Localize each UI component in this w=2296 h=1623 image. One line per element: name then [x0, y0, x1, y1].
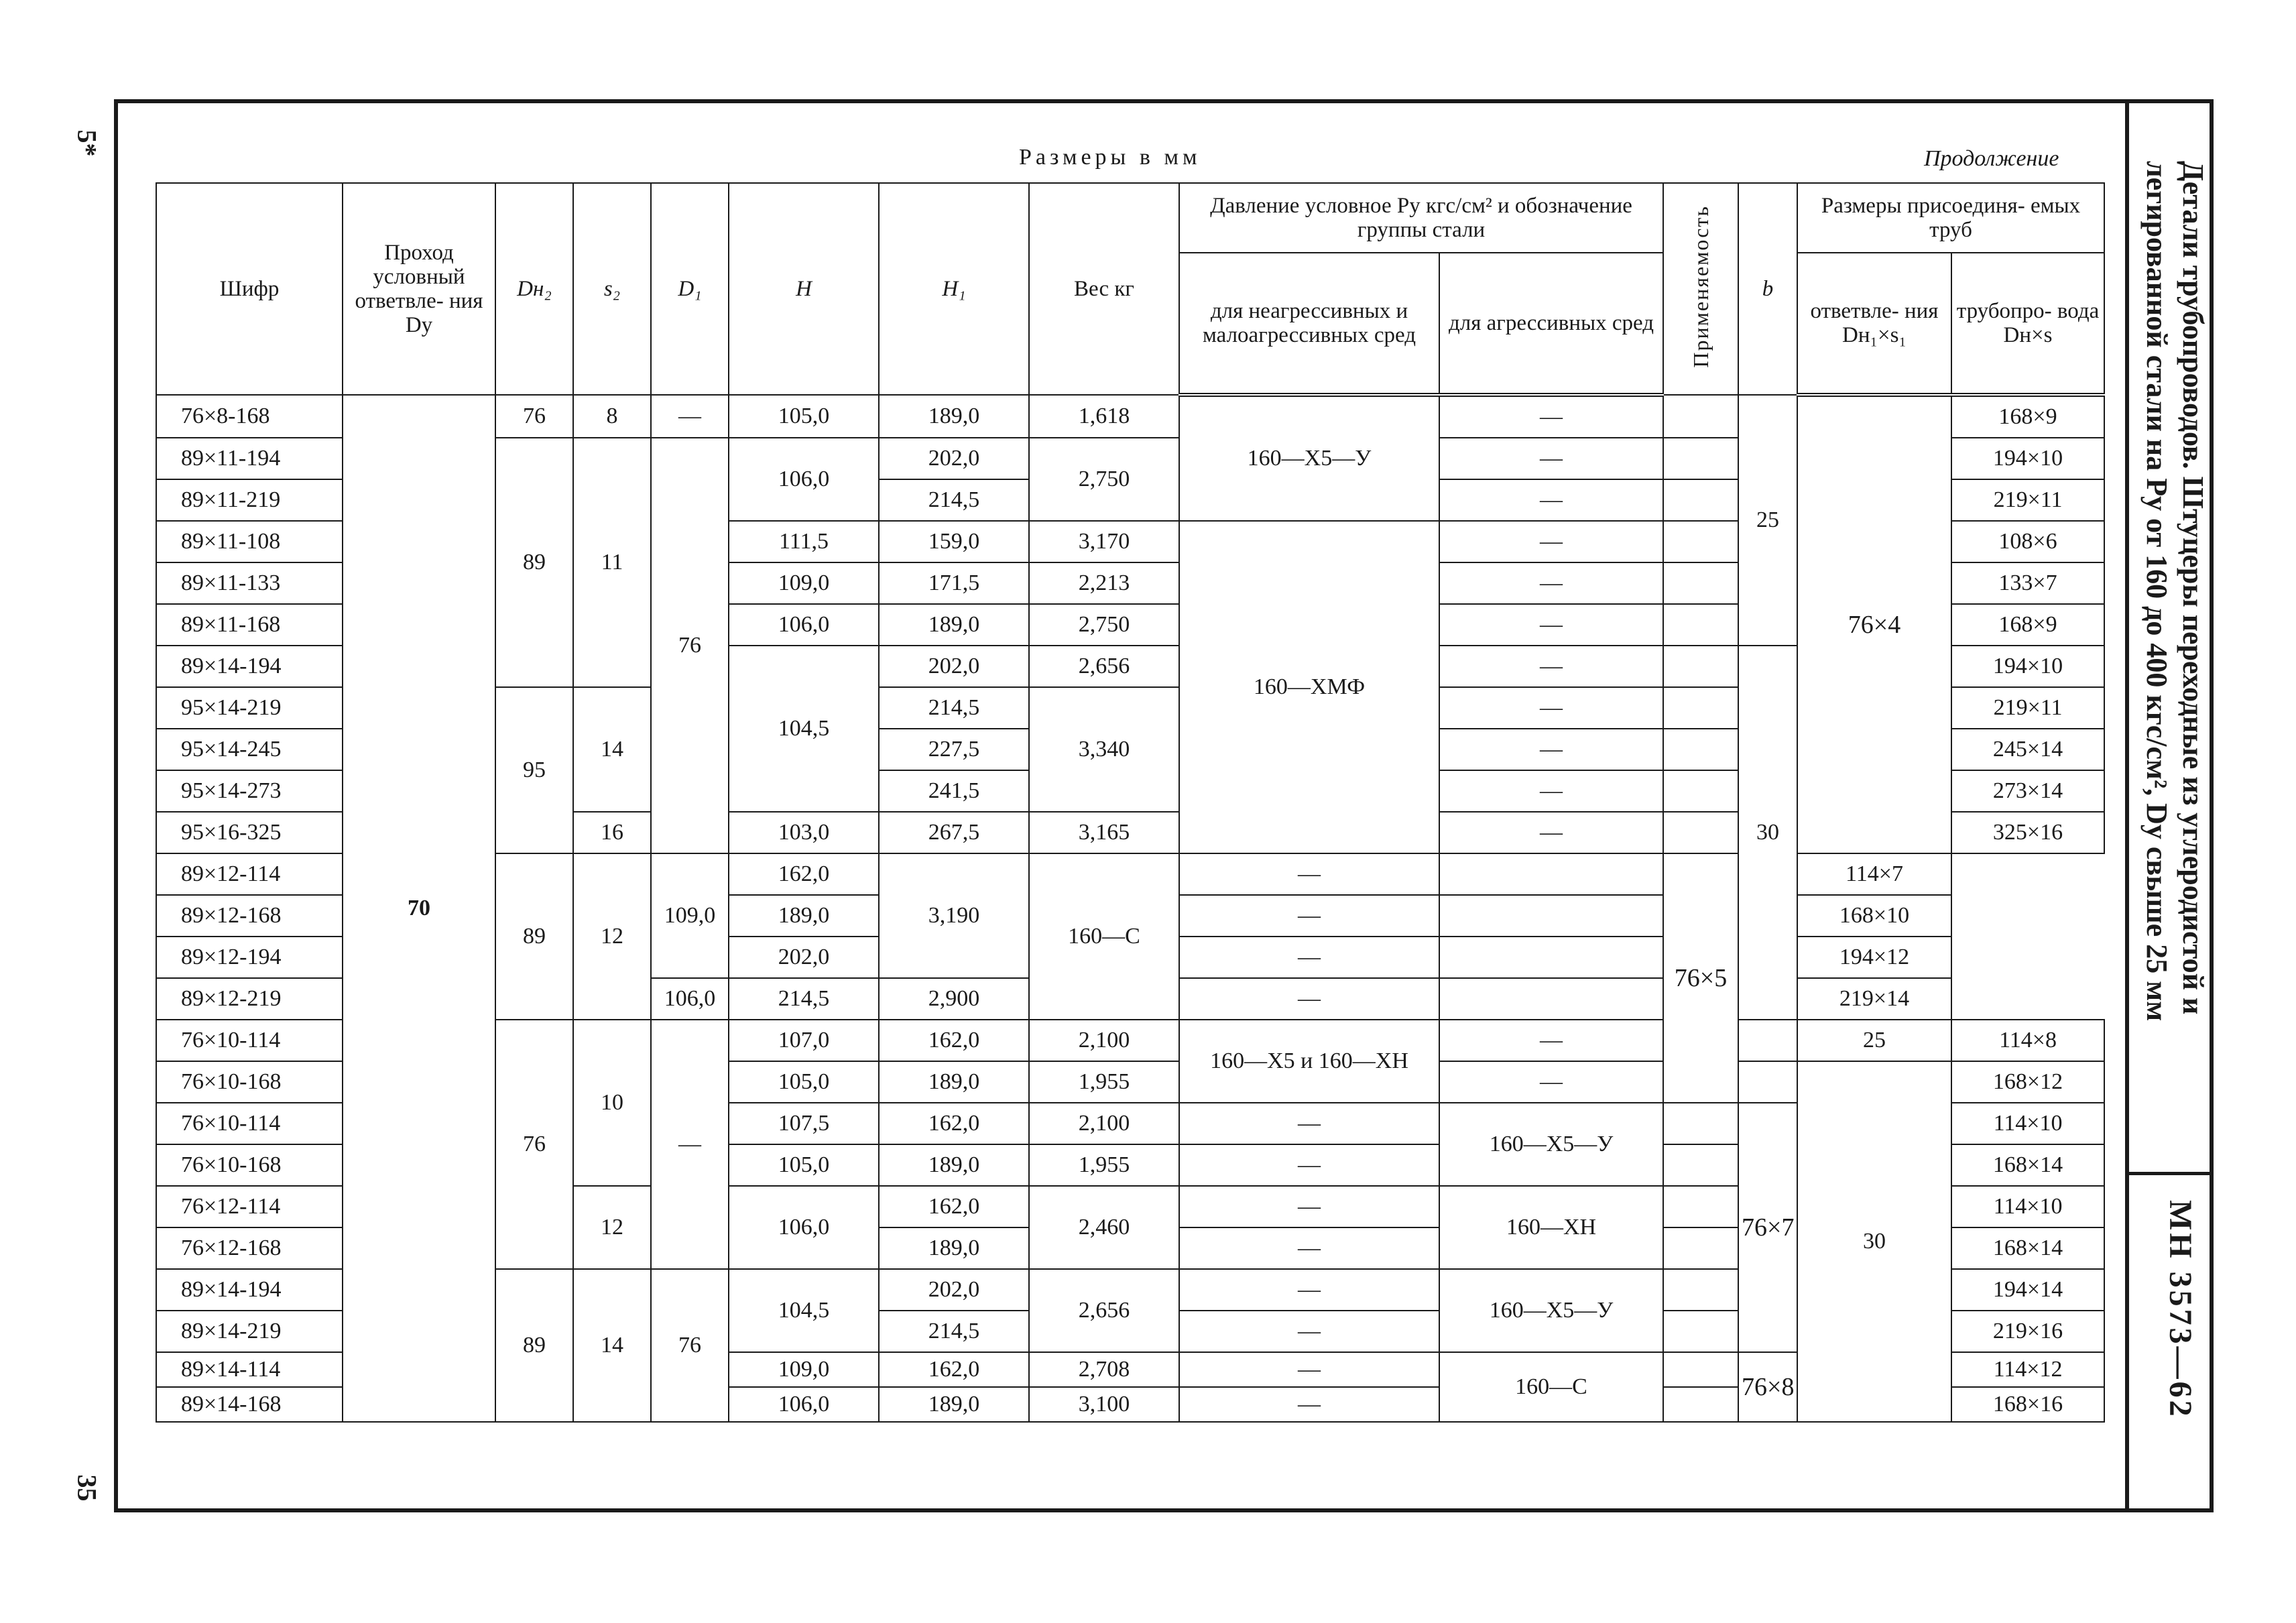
continuation-label: Продолжение [1924, 146, 2059, 171]
code-cell: 76×8-168 [156, 395, 343, 438]
code-cell: 76×12-168 [156, 1227, 343, 1269]
weight-cell: 2,460 [1029, 1186, 1179, 1269]
pipeline-cell: 114×7 [1797, 853, 1951, 895]
h1-cell: 171,5 [879, 562, 1029, 604]
pipeline-cell: 245×14 [1951, 729, 2104, 770]
h-cell: 107,0 [729, 1020, 879, 1061]
applicability-cell [1663, 1103, 1738, 1144]
code-cell: 76×10-114 [156, 1020, 343, 1061]
non-aggressive-cell: — [1179, 1144, 1439, 1186]
code-cell: 95×14-273 [156, 770, 343, 812]
non-aggressive-cell: — [1179, 1269, 1439, 1311]
applicability-cell [1663, 1387, 1738, 1422]
doc-code: МН 3573—62 [2163, 1200, 2198, 1419]
applicability-cell [1439, 895, 1663, 937]
h1-cell: 189,0 [879, 1227, 1029, 1269]
non-aggressive-cell: 160—Х5 и 160—ХН [1179, 1020, 1439, 1103]
h-cell: 105,0 [729, 1144, 879, 1186]
fittings-table [156, 182, 2105, 1423]
code-cell: 89×11-133 [156, 562, 343, 604]
h1-cell: 159,0 [879, 521, 1029, 562]
weight-cell: 2,100 [1029, 1020, 1179, 1061]
aggressive-cell: 160—Х5—У [1439, 1269, 1663, 1352]
code-cell: 95×14-245 [156, 729, 343, 770]
pipeline-cell: 325×16 [1951, 812, 2104, 853]
branch-cell: 76×8 [1738, 1352, 1797, 1422]
h-cell: 103,0 [729, 812, 879, 853]
branch-cell: 76×7 [1738, 1103, 1797, 1352]
applicability-cell [1439, 937, 1663, 978]
h-cell: 105,0 [729, 1061, 879, 1103]
h-cell: 106,0 [729, 1387, 879, 1422]
s2-cell: 10 [573, 1020, 651, 1186]
side-title-box [2137, 161, 2218, 1153]
header-aggressive: для агрессивных сред [1439, 253, 1663, 395]
code-cell: 95×16-325 [156, 812, 343, 853]
h1-cell: 189,0 [879, 604, 1029, 646]
page-number: 35 [72, 1474, 103, 1502]
side-title: Детали трубопроводов. Штуцеры переходные из углеродистой и легированной стали на Pу от 160 до 400 кгс/см², Dу свыше 25 мм [2140, 161, 2210, 1022]
h1-cell: 202,0 [729, 937, 879, 978]
header-s2: s₂ [573, 183, 651, 395]
h-cell: 104,5 [729, 646, 879, 812]
aggressive-cell: — [1439, 479, 1663, 521]
non-aggressive-cell: 160—ХМФ [1179, 521, 1439, 853]
h1-cell: 202,0 [879, 438, 1029, 479]
weight-cell: 3,190 [879, 853, 1029, 978]
dn2-cell: 89 [495, 853, 573, 1020]
h-cell: 104,5 [729, 1269, 879, 1352]
aggressive-cell: — [1439, 1020, 1663, 1061]
applicability-cell [1663, 479, 1738, 521]
aggressive-cell: — [1179, 853, 1439, 895]
code-cell: 89×12-168 [156, 895, 343, 937]
aggressive-cell: 160—С [1439, 1352, 1663, 1422]
pipeline-cell: 168×12 [1951, 1061, 2104, 1103]
applicability-cell [1663, 395, 1738, 438]
pipeline-cell: 219×16 [1951, 1311, 2104, 1352]
non-aggressive-cell: — [1179, 1227, 1439, 1269]
weight-cell: 1,618 [1029, 395, 1179, 438]
applicability-cell [1439, 853, 1663, 895]
h1-cell: 214,5 [879, 687, 1029, 729]
aggressive-cell: — [1439, 729, 1663, 770]
side-divider [2129, 1172, 2210, 1175]
aggressive-cell: — [1439, 604, 1663, 646]
b-cell: 30 [1738, 646, 1797, 1020]
non-aggressive-cell: — [1179, 1186, 1439, 1227]
applicability-cell [1663, 770, 1738, 812]
h1-cell: 214,5 [879, 479, 1029, 521]
applicability-cell [1663, 1352, 1738, 1387]
pipeline-cell: 168×10 [1797, 895, 1951, 937]
header-pressure-group: Давление условное Pу кгс/см² и обозначение группы стали [1179, 183, 1663, 253]
b-cell: 30 [1797, 1061, 1951, 1422]
aggressive-cell: — [1439, 687, 1663, 729]
d1-cell: 76 [651, 438, 729, 853]
code-cell: 76×10-168 [156, 1061, 343, 1103]
aggressive-cell: — [1439, 646, 1663, 687]
weight-cell: 2,750 [1029, 438, 1179, 521]
s2-cell: 12 [573, 853, 651, 1020]
h1-cell: 214,5 [879, 1311, 1029, 1352]
d1-cell: 76 [651, 1269, 729, 1422]
h1-cell: 189,0 [879, 1387, 1029, 1422]
aggressive-cell: — [1439, 521, 1663, 562]
h1-cell: 189,0 [729, 895, 879, 937]
code-cell: 89×14-194 [156, 646, 343, 687]
pipeline-cell: 168×9 [1951, 604, 2104, 646]
pipeline-cell: 273×14 [1951, 770, 2104, 812]
applicability-cell [1663, 812, 1738, 853]
weight-cell: 2,708 [1029, 1352, 1179, 1387]
aggressive-cell: — [1439, 1061, 1663, 1103]
pipeline-cell: 168×14 [1951, 1227, 2104, 1269]
aggressive-cell: — [1439, 562, 1663, 604]
applicability-cell [1663, 604, 1738, 646]
applicability-cell [1663, 687, 1738, 729]
applicability-cell [1663, 521, 1738, 562]
b-cell: 25 [1797, 1020, 1951, 1061]
header-applicability: Применяемость [1689, 204, 1713, 368]
h-cell: 106,0 [729, 1186, 879, 1269]
h-cell: 106,0 [729, 604, 879, 646]
b-cell: 25 [1738, 395, 1797, 646]
dn2-cell: 76 [495, 395, 573, 438]
aggressive-cell: — [1439, 438, 1663, 479]
h1-cell: 189,0 [879, 1061, 1029, 1103]
applicability-cell [1663, 1269, 1738, 1311]
code-cell: 76×10-114 [156, 1103, 343, 1144]
header-d1: D₁ [651, 183, 729, 395]
applicability-cell [1663, 562, 1738, 604]
pipeline-cell: 168×14 [1951, 1144, 2104, 1186]
applicability-cell [1439, 978, 1663, 1020]
non-aggressive-cell: 160—Х5—У [1179, 395, 1439, 521]
h-cell: 105,0 [729, 395, 879, 438]
code-cell: 89×12-194 [156, 937, 343, 978]
h-cell: 111,5 [729, 521, 879, 562]
weight-cell: 2,213 [1029, 562, 1179, 604]
h-cell: 106,0 [729, 438, 879, 521]
pipeline-cell: 114×12 [1951, 1352, 2104, 1387]
code-cell: 89×14-168 [156, 1387, 343, 1422]
code-cell: 89×14-194 [156, 1269, 343, 1311]
pipeline-cell: 114×8 [1951, 1020, 2104, 1061]
applicability-cell [1663, 1311, 1738, 1352]
s2-cell: 11 [573, 438, 651, 687]
weight-cell: 3,170 [1029, 521, 1179, 562]
d1-cell: — [651, 1020, 729, 1269]
weight-cell: 2,656 [1029, 646, 1179, 687]
h-cell: 109,0 [729, 562, 879, 604]
code-cell: 89×14-114 [156, 1352, 343, 1387]
pipeline-cell: 133×7 [1951, 562, 2104, 604]
aggressive-cell: — [1179, 895, 1439, 937]
weight-cell: 1,955 [1029, 1144, 1179, 1186]
header-branch: ответвле- ния Dн₁×s₁ [1797, 253, 1951, 395]
weight-cell: 3,100 [1029, 1387, 1179, 1422]
dn2-cell: 76 [495, 1020, 573, 1269]
aggressive-cell: — [1439, 812, 1663, 853]
d1-cell: — [651, 395, 729, 438]
code-cell: 89×12-114 [156, 853, 343, 895]
applicability-cell [1663, 1144, 1738, 1186]
h1-cell: 189,0 [879, 1144, 1029, 1186]
weight-cell: 2,750 [1029, 604, 1179, 646]
pipeline-cell: 194×10 [1951, 646, 2104, 687]
pipeline-cell: 194×12 [1797, 937, 1951, 978]
pipeline-cell: 114×10 [1951, 1186, 2104, 1227]
pipeline-cell: 194×10 [1951, 438, 2104, 479]
h1-cell: 189,0 [879, 395, 1029, 438]
h-cell: 109,0 [651, 853, 729, 978]
aggressive-cell: — [1439, 770, 1663, 812]
weight-cell: 3,165 [1029, 812, 1179, 853]
h1-cell: 241,5 [879, 770, 1029, 812]
aggressive-cell: 160—ХН [1439, 1186, 1663, 1269]
s2-cell: 16 [573, 812, 651, 853]
page-mark-top: 5* [72, 129, 103, 157]
branch-cell: 76×4 [1797, 395, 1951, 853]
non-aggressive-cell: 160—С [1029, 853, 1179, 1020]
aggressive-cell: — [1439, 395, 1663, 438]
applicability-cell [1663, 729, 1738, 770]
header-non-aggressive: для неагрессивных и малоагрессивных сред [1179, 253, 1439, 395]
h1-cell: 267,5 [879, 812, 1029, 853]
pipeline-cell: 219×14 [1797, 978, 1951, 1020]
weight-cell: 2,656 [1029, 1269, 1179, 1352]
code-cell: 89×14-219 [156, 1311, 343, 1352]
non-aggressive-cell: — [1179, 1352, 1439, 1387]
aggressive-cell: — [1179, 937, 1439, 978]
h1-cell: 162,0 [879, 1186, 1029, 1227]
branch-cell: 76×5 [1663, 853, 1738, 1103]
weight-cell: 2,900 [879, 978, 1029, 1020]
weight-cell: 2,100 [1029, 1103, 1179, 1144]
code-cell: 95×14-219 [156, 687, 343, 729]
header-code: Шифр [156, 183, 343, 395]
s2-cell: 14 [573, 1269, 651, 1422]
applicability-cell [1663, 1186, 1738, 1227]
applicability-cell [1663, 1227, 1738, 1269]
h1-cell: 227,5 [879, 729, 1029, 770]
applicability-cell [1663, 438, 1738, 479]
applicability-cell [1738, 1020, 1797, 1061]
pipeline-cell: 114×10 [1951, 1103, 2104, 1144]
code-cell: 89×11-108 [156, 521, 343, 562]
h1-cell: 162,0 [729, 853, 879, 895]
header-pipe-sizes: Размеры присоединя- емых труб [1797, 183, 2104, 253]
s2-cell: 14 [573, 687, 651, 812]
header-h1: H₁ [879, 183, 1029, 395]
h-cell: 106,0 [651, 978, 729, 1020]
h1-cell: 162,0 [879, 1020, 1029, 1061]
aggressive-cell: 160—Х5—У [1439, 1103, 1663, 1186]
side-separator [2125, 99, 2129, 1512]
header-b: b [1738, 183, 1797, 395]
code-cell: 76×10-168 [156, 1144, 343, 1186]
code-cell: 89×11-219 [156, 479, 343, 521]
code-cell: 89×11-194 [156, 438, 343, 479]
h-cell: 107,5 [729, 1103, 879, 1144]
dn2-cell: 95 [495, 687, 573, 853]
h-cell: 109,0 [729, 1352, 879, 1387]
code-cell: 89×11-168 [156, 604, 343, 646]
header-passage: Проход условный ответвле- ния Dу [343, 183, 495, 395]
applicability-cell [1663, 646, 1738, 687]
dn2-cell: 89 [495, 1269, 573, 1422]
header-pipeline: трубопро- вода Dн×s [1951, 253, 2104, 395]
pipeline-cell: 168×16 [1951, 1387, 2104, 1422]
non-aggressive-cell: — [1179, 1387, 1439, 1422]
pipeline-cell: 219×11 [1951, 479, 2104, 521]
non-aggressive-cell: — [1179, 1103, 1439, 1144]
passage-cell: 70 [343, 395, 495, 1422]
weight-cell: 3,340 [1029, 687, 1179, 812]
s2-cell: 8 [573, 395, 651, 438]
pipeline-cell: 194×14 [1951, 1269, 2104, 1311]
dn2-cell: 89 [495, 438, 573, 687]
code-cell: 89×12-219 [156, 978, 343, 1020]
pipeline-cell: 168×9 [1951, 395, 2104, 438]
header-applicability-cell [1663, 183, 1738, 395]
aggressive-cell: — [1179, 978, 1439, 1020]
applicability-cell [1738, 1061, 1797, 1103]
code-cell: 76×12-114 [156, 1186, 343, 1227]
s2-cell: 12 [573, 1186, 651, 1269]
h1-cell: 202,0 [879, 1269, 1029, 1311]
pipeline-cell: 108×6 [1951, 521, 2104, 562]
header-dn2: Dн₂ [495, 183, 573, 395]
header-h: H [729, 183, 879, 395]
h1-cell: 162,0 [879, 1103, 1029, 1144]
h1-cell: 162,0 [879, 1352, 1029, 1387]
doc-code-box [2137, 1200, 2218, 1482]
h1-cell: 214,5 [729, 978, 879, 1020]
header-weight: Вес кг [1029, 183, 1179, 395]
weight-cell: 1,955 [1029, 1061, 1179, 1103]
pipeline-cell: 219×11 [1951, 687, 2104, 729]
sizes-note: Размеры в мм [1019, 145, 1201, 170]
non-aggressive-cell: — [1179, 1311, 1439, 1352]
h1-cell: 202,0 [879, 646, 1029, 687]
